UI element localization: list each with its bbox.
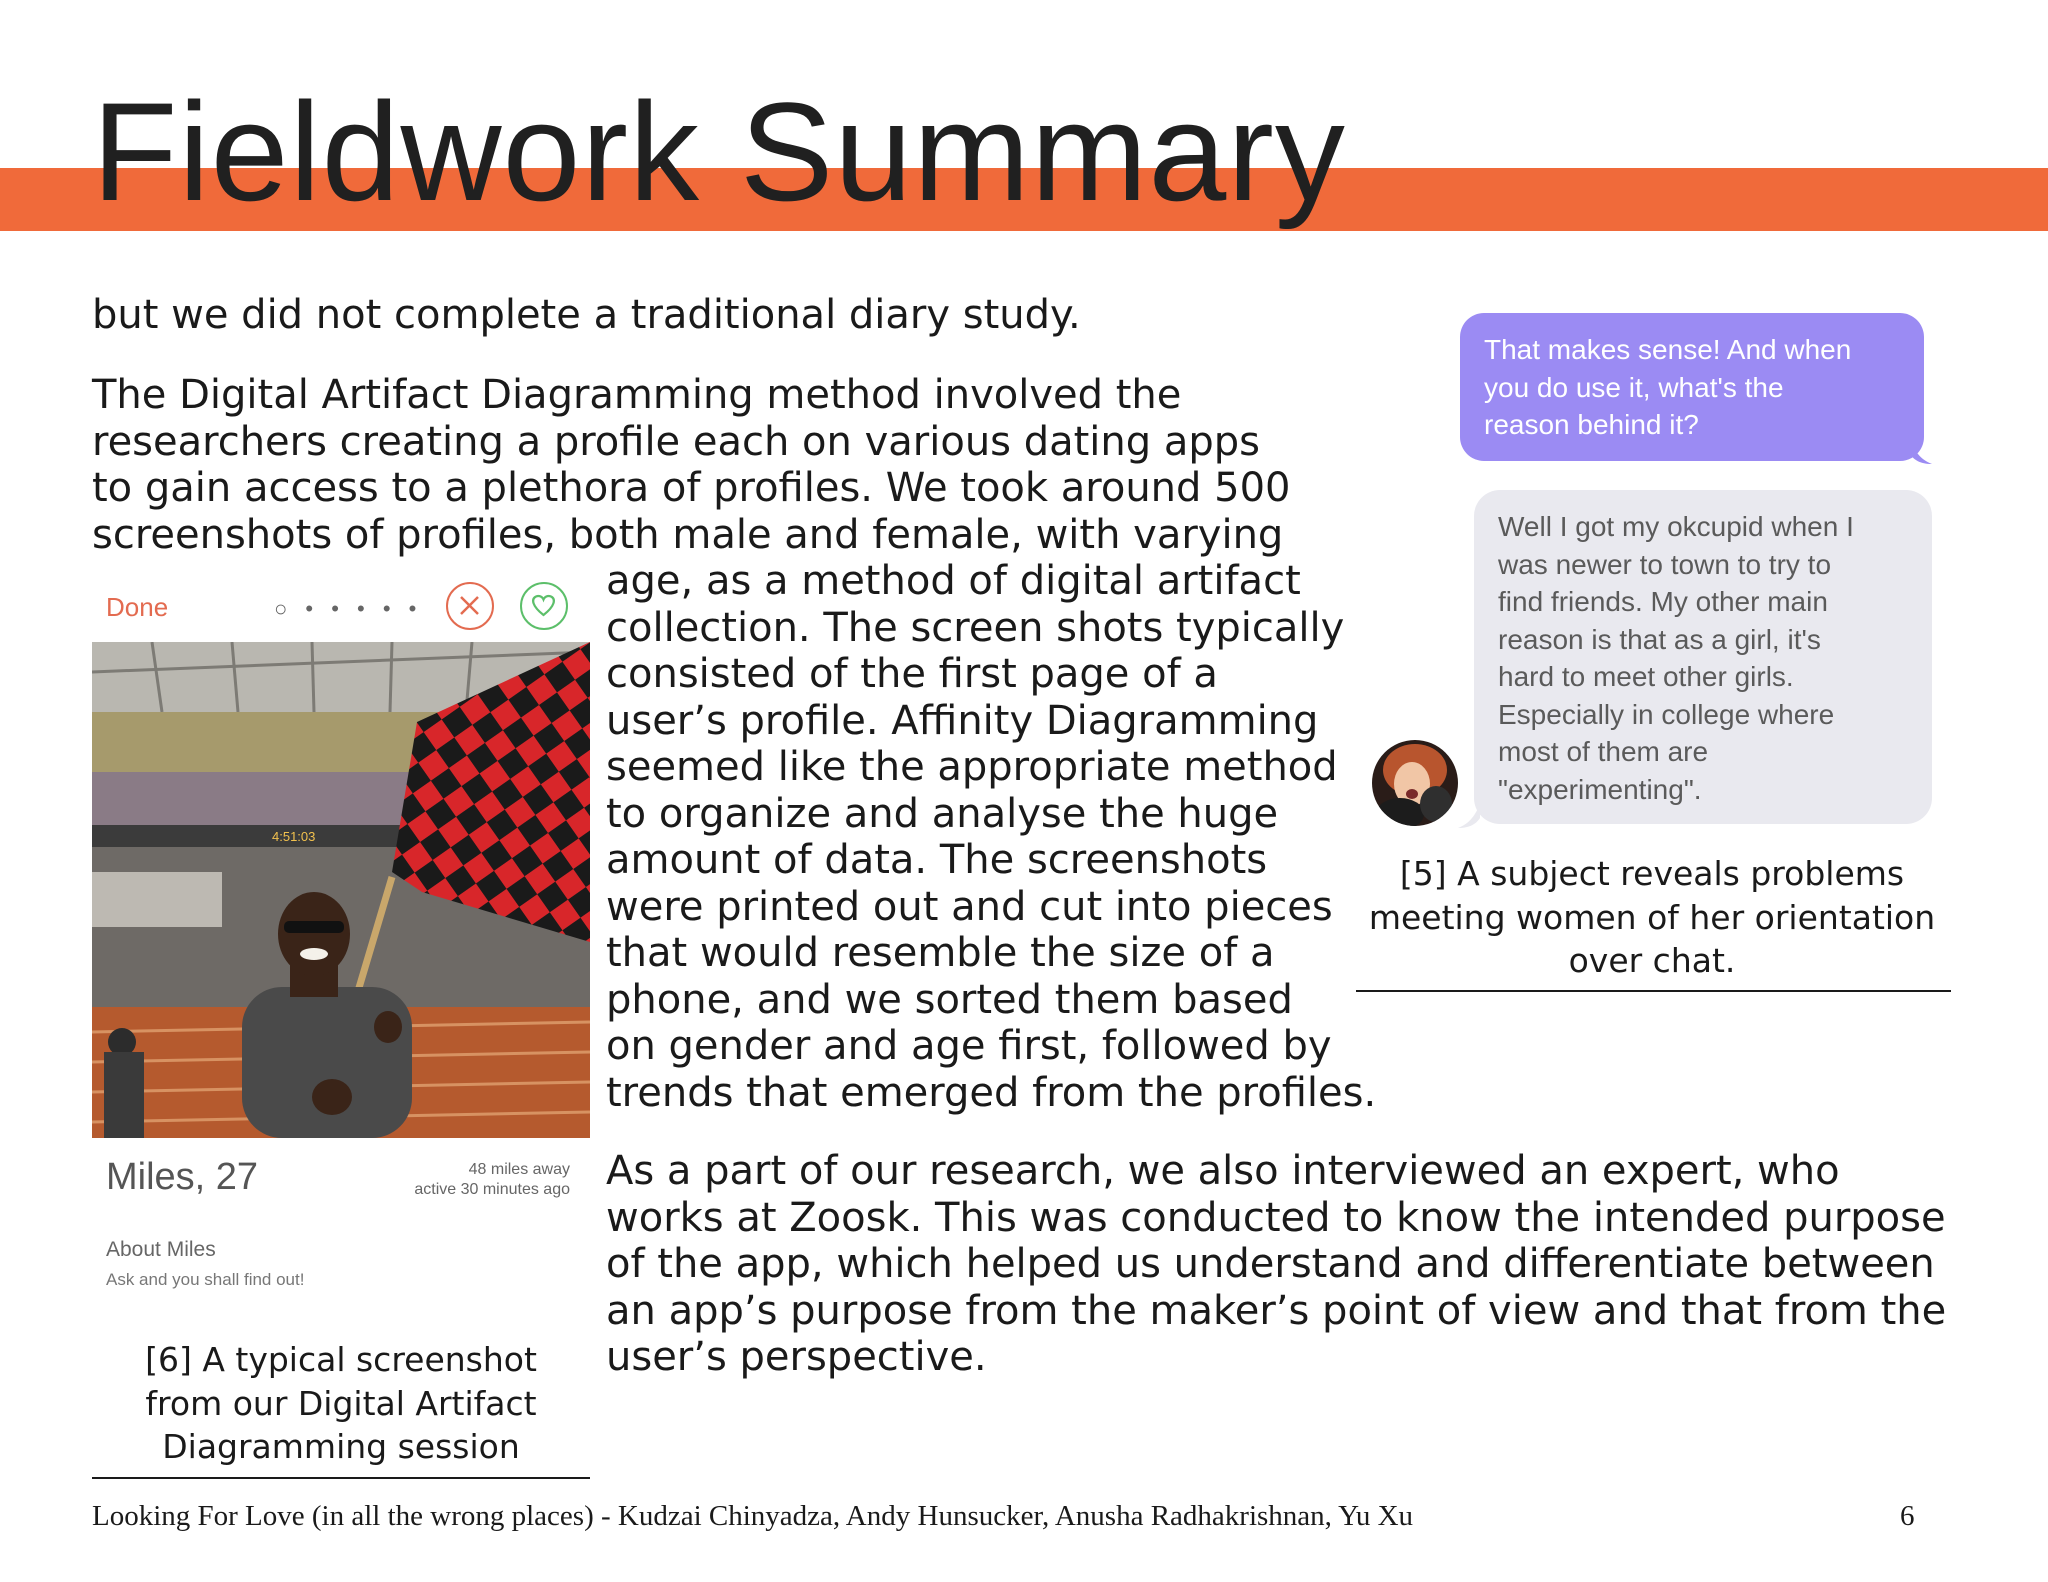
close-icon: [446, 582, 494, 630]
chat-bubble-sent: That makes sense! And when you do use it, what's the reason behind it?: [1460, 313, 1924, 461]
profile-age: 27: [215, 1156, 259, 1198]
page-number: 6: [1900, 1500, 1915, 1532]
figure-6-caption: [6] A typical screenshot from our Digital Artifact Diagramming session: [145, 1340, 537, 1466]
profile-name: Miles, 27: [106, 1156, 259, 1198]
page-indicator-dots: ○ • • • • •: [274, 596, 423, 621]
footer-credits: Looking For Love (in all the wrong places) - Kudzai Chinyadza, Andy Hunsucker, Anusha Radhakrishnan, Yu Xu: [92, 1500, 1414, 1532]
profile-screenshot: [92, 574, 590, 1304]
about-text: Ask and you shall find out!: [106, 1270, 305, 1289]
method-paragraph-top: The Digital Artifact Diagramming method involved the researchers creating a profile each on various dating apps to gain access to a plethora of profiles. We took around 500 screenshots of profiles, both male and female, with varying: [92, 372, 1291, 558]
figure-6-rule: [92, 1477, 590, 1479]
profile-photo: [92, 642, 590, 1138]
interview-paragraph: As a part of our research, we also interviewed an expert, who works at Zoosk. This was conducted to know the intended purpose of the app, which helped us understand and differentiate between an app’s purpose from the maker’s point of view and that from the user’s perspective.: [606, 1148, 1947, 1380]
stadium-clock: 4:51:03: [272, 829, 316, 844]
about-heading: About Miles: [106, 1238, 216, 1261]
chat-bubble-sent-tail: [1910, 440, 1932, 464]
profile-last-active: active 30 minutes ago: [414, 1181, 570, 1198]
avatar: [1372, 740, 1458, 826]
chat-bubble-received: Well I got my okcupid when I was newer to town to try to find friends. My other main reason is that as a girl, it's hard to meet other girls. Especially in college where most of them are "experimenting".: [1474, 490, 1932, 824]
figure-5-caption: [5] A subject reveals problems meeting women of her orientation over chat.: [1368, 854, 1936, 980]
figure-5-rule: [1356, 990, 1951, 992]
chat-bubble-received-tail: [1458, 804, 1480, 828]
intro-paragraph: but we did not complete a traditional diary study.: [92, 292, 1081, 338]
heart-icon: [520, 582, 568, 630]
page-title: Fieldwork Summary: [92, 73, 1346, 230]
profile-distance: 48 miles away active 30 minutes ago: [414, 1161, 570, 1198]
done-button: Done: [106, 592, 169, 622]
method-paragraph-wrap: age, as a method of digital artifact collection. The screen shots typically consisted of the first page of a user’s profile. Affinity Diagramming seemed like the appropriate method to organize and analyse the huge amount of data. The screenshots were printed out and cut into pieces that would resemble the size of a phone, and we sorted them based on gender and age first, followed by trends that emerged from the profiles.: [606, 558, 1377, 1116]
